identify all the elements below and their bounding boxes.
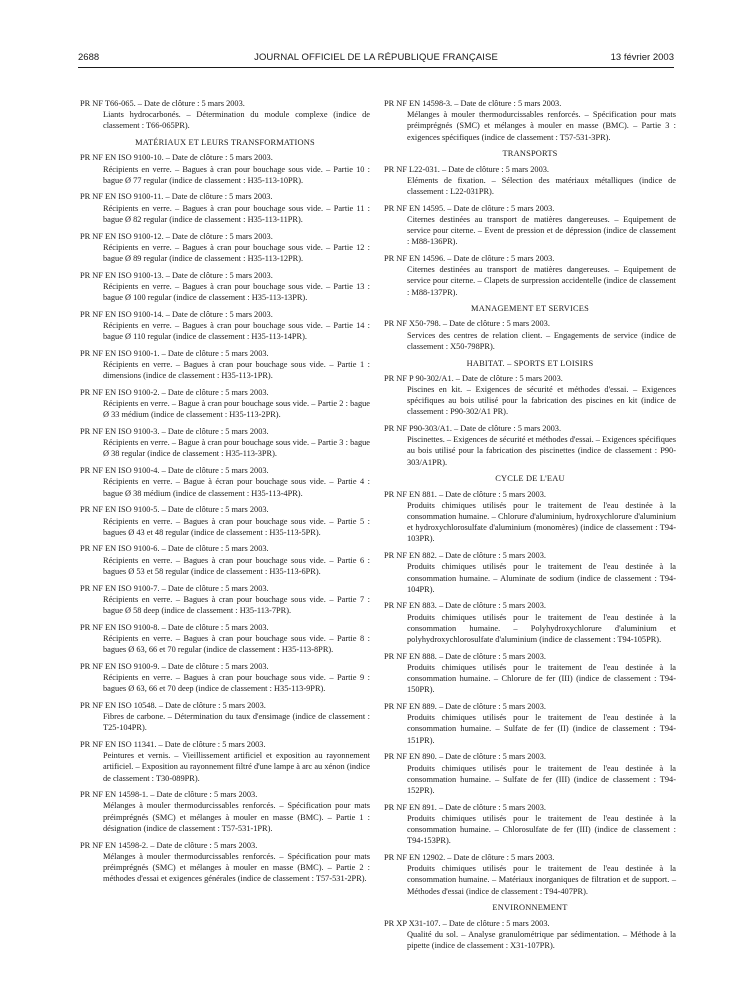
standard-entry	[384, 164, 676, 198]
standard-entry	[80, 543, 370, 577]
entry-description: Récipients en verre. – Bague à cran pour bouchage sous vide. – Partie 3 : bague Ø 38 regular (indice de classement : H35-113-3PR).	[103, 438, 370, 459]
entry-reference: PR NF EN ISO 10548. – Date de clôture : 5 mars 2003.	[80, 700, 266, 710]
entry-description: Récipients en verre. – Bagues à cran pour bouchage sous vide. – Partie 7 : bague Ø 58 deep (indice de classement : H35-113-7PR).	[103, 594, 370, 615]
standard-entry	[80, 309, 370, 343]
entry-description: Mélanges à mouler thermodurcissables renforcés. – Spécification pour mats préimprégnés (SMC) et mélanges à mouler en masse (BMC). – Partie 1 : désignation (indice de classement : T57-531-1PR).	[103, 801, 370, 833]
entry-description: Récipients en verre. – Bagues à cran pour bouchage sous vide. – Partie 13 : bague Ø 100 regular (indice de classement : H35-113-13PR).	[103, 281, 370, 303]
entry-description: Citernes destinées au transport de matières dangereuses. – Equipement de service pour citerne. – Clapets de surpression accidentelle (indice de classement : M88-137PR).	[407, 265, 676, 297]
entry-reference: PR NF P90-303/A1. – Date de clôture : 5 mars 2003.	[384, 424, 562, 434]
standard-entry	[80, 465, 370, 499]
section-heading: MATÉRIAUX ET LEURS TRANSFORMATIONS	[135, 138, 315, 148]
journal-title: JOURNAL OFFICIEL DE LA RÉPUBLIQUE FRANÇAISE	[254, 52, 498, 63]
entry-description: Récipients en verre. – Bagues à cran pour bouchage sous vide. – Partie 6 : bagues Ø 53 et 58 regular (indice de classement : H35-113-6PR).	[103, 555, 370, 576]
section-heading: CYCLE DE L'EAU	[495, 474, 565, 484]
entry-reference: PR NF P 90-302/A1. – Date de clôture : 5 mars 2003.	[384, 373, 563, 383]
entry-reference: PR NF EN 890. – Date de clôture : 5 mars 2003.	[384, 752, 546, 762]
entry-description: Produits chimiques utilisés pour le traitement de l'eau destinée à la consommation humaine. – Chlorure de fer (III) (indice de classement : T94-150PR).	[407, 662, 676, 695]
entry-reference: PR NF EN 891. – Date de clôture : 5 mars 2003.	[384, 802, 546, 812]
header-rule	[78, 67, 674, 68]
entry-reference: PR NF EN 14598-2. – Date de clôture : 5 mars 2003.	[80, 840, 258, 850]
standard-entry	[384, 203, 676, 248]
standard-entry	[80, 739, 370, 784]
entry-reference: PR NF EN 14598-3. – Date de clôture : 5 mars 2003.	[384, 99, 562, 108]
entry-description: Récipients en verre. – Bagues à cran pour bouchage sous vide. – Partie 8 : bagues Ø 63, 66 et 70 regular (indice de classement : H35-113-8PR).	[103, 633, 370, 655]
section-heading: TRANSPORTS	[502, 149, 558, 159]
standard-entry	[384, 98, 676, 143]
section-heading: MANAGEMENT ET SERVICES	[471, 304, 589, 314]
standard-entry	[384, 550, 676, 595]
entry-description: Produits chimiques utilisés pour le traitement de l'eau destinée à la consommation humaine. – Sulfate de fer (II) (indice de classement : T94-151PR).	[407, 713, 676, 745]
entry-description: Mélanges à mouler thermodurcissables renforcés. – Spécification pour mats préimprégnés (SMC) et mélanges à mouler en masse (BMC). – Partie 3 : exigences spécifiques (indice de classement : T57-531-3PR).	[407, 110, 676, 142]
entry-reference: PR NF EN ISO 9100-2. – Date de clôture : 5 mars 2003.	[80, 387, 269, 397]
entry-reference: PR NF EN ISO 9100-6. – Date de clôture : 5 mars 2003.	[80, 544, 269, 554]
entry-description: Récipients en verre. – Bagues à cran pour bouchage sous vide. – Partie 11 : bague Ø 82 regular (indice de classement : H35-113-11PR).	[103, 203, 370, 224]
standard-entry	[384, 802, 676, 847]
entry-description: Piscines en kit. – Exigences de sécurité et méthodes d'essai. – Exigences spécifiques au bois utilisé pour la fabrication des piscines en kit (indice de classement : P90-302/A1 PR).	[407, 384, 676, 417]
entry-description: Liants hydrocarbonés. – Détermination du module complexe (indice de classement : T66-065PR).	[103, 110, 370, 131]
standard-entry	[384, 423, 676, 468]
page-number: 2688	[78, 52, 100, 63]
entry-reference: PR NF EN ISO 9100-7. – Date de clôture : 5 mars 2003.	[80, 583, 269, 593]
entry-description: Produits chimiques utilisés pour le traitement de l'eau destinée à la consommation humaine. – Aluminate de sodium (indice de classement : T94-104PR).	[407, 562, 676, 594]
entry-reference: PR NF EN 14596. – Date de clôture : 5 mars 2003.	[384, 253, 555, 263]
entry-reference: PR NF EN ISO 9100-14. – Date de clôture : 5 mars 2003.	[80, 309, 273, 319]
standard-entry	[80, 98, 370, 132]
entry-description: Récipients en verre. – Bagues à cran pour bouchage sous vide. – Partie 5 : bagues Ø 43 et 48 regular (indice de classement : H35-113-5PR).	[103, 516, 370, 537]
standard-entry	[80, 387, 370, 421]
entry-reference: PR NF EN ISO 9100-1. – Date de clôture : 5 mars 2003.	[80, 348, 269, 358]
right-column	[384, 98, 676, 957]
standard-entry	[80, 348, 370, 382]
entry-reference: PR NF EN ISO 9100-12. – Date de clôture : 5 mars 2003.	[80, 231, 273, 241]
entry-description: Produits chimiques utilisés pour le traitement de l'eau destinée à la consommation humaine. – Polyhydroxychlorure d'aluminium et polyhydroxychlorosulfate d'aluminium (indice de classement : T94-105PR).	[407, 612, 676, 645]
entry-reference: PR NF EN 889. – Date de clôture : 5 mars 2003.	[384, 702, 546, 712]
entry-reference: PR NF EN ISO 9100-11. – Date de clôture : 5 mars 2003.	[80, 192, 273, 202]
standard-entry	[384, 373, 676, 418]
entry-reference: PR NF EN ISO 9100-9. – Date de clôture : 5 mars 2003.	[80, 661, 269, 671]
entry-description: Récipients en verre. – Bagues à cran pour bouchage sous vide. – Partie 9 : bagues Ø 63, 66 et 70 deep (indice de classement : H35-113-9PR).	[103, 672, 370, 694]
entry-reference: PR NF EN 14595. – Date de clôture : 5 mars 2003.	[384, 203, 555, 213]
entry-description: Fibres de carbone. – Détermination du taux d'ensimage (indice de classement : T25-104PR).	[103, 712, 370, 733]
entry-description: Peintures et vernis. – Vieillissement artificiel et exposition au rayonnement artificiel. – Exposition au rayonnement filtré d'une lampe à arc au xénon (indice de classement : T30-089PR).	[103, 751, 370, 783]
standard-entry	[80, 270, 370, 304]
entry-reference: PR NF EN ISO 9100-8. – Date de clôture : 5 mars 2003.	[80, 622, 269, 632]
entry-reference: PR NF EN 14598-1. – Date de clôture : 5 mars 2003.	[80, 790, 258, 800]
entry-description: Récipients en verre. – Bagues à cran pour bouchage sous vide. – Partie 14 : bague Ø 110 regular (indice de classement : H35-113-14PR).	[103, 320, 370, 342]
standard-entry	[80, 622, 370, 656]
section-heading: ENVIRONNEMENT	[492, 903, 568, 913]
left-column	[80, 98, 370, 890]
entry-description: Récipients en verre. – Bagues à cran pour bouchage sous vide. – Partie 12 : bague Ø 89 regular (indice de classement : H35-113-12PR).	[103, 242, 370, 263]
entry-reference: PR NF L22-031. – Date de clôture : 5 mars 2003.	[384, 164, 549, 174]
entry-description: Produits chimiques utilisés pour le traitement de l'eau destinée à la consommation humaine. – Chlorure d'aluminium, hydroxychlorure d'aluminium et hydroxychlorosulfate d'aluminium (monomères) (indice de classement : T94-103PR).	[407, 500, 676, 544]
standard-entry	[80, 661, 370, 695]
standard-entry	[384, 918, 676, 952]
entry-description: Citernes destinées au transport de matières dangereuses. – Equipement de service pour citerne. – Event de pression et de dépression (indice de classement : M88-136PR).	[407, 214, 676, 247]
entry-reference: PR NF EN ISO 11341. – Date de clôture : 5 mars 2003.	[80, 739, 266, 749]
entry-reference: PR NF EN ISO 9100-4. – Date de clôture : 5 mars 2003.	[80, 466, 269, 476]
standard-entry	[80, 583, 370, 617]
standard-entry	[80, 504, 370, 538]
entry-description: Eléments de fixation. – Sélection des matériaux métalliques (indice de classement : L22-031PR).	[407, 175, 676, 196]
entry-reference: PR NF EN 888. – Date de clôture : 5 mars 2003.	[384, 651, 546, 661]
entry-reference: PR NF EN ISO 9100-13. – Date de clôture : 5 mars 2003.	[80, 270, 273, 280]
entry-reference: PR NF EN ISO 9100-10. – Date de clôture : 5 mars 2003.	[80, 153, 273, 163]
entry-description: Récipients en verre. – Bagues à cran pour bouchage sous vide. – Partie 10 : bague Ø 77 regular (indice de classement : H35-113-10PR).	[103, 164, 370, 185]
standard-entry	[80, 700, 370, 734]
standard-entry	[384, 852, 676, 897]
standard-entry	[80, 191, 370, 225]
entry-description: Récipients en verre. – Bague à écran pour bouchage sous vide. – Partie 4 : bague Ø 38 médium (indice de classement : H35-113-4PR).	[103, 477, 370, 498]
standard-entry	[384, 701, 676, 746]
entry-reference: PR NF EN 881. – Date de clôture : 5 mars 2003.	[384, 489, 546, 499]
standard-entry	[384, 751, 676, 796]
entry-description: Mélanges à mouler thermodurcissables renforcés. – Spécification pour mats préimprégnés (SMC) et mélanges à mouler en masse (BMC). – Partie 2 : méthodes d'essai et exigences générales (indice de classement : T57-531-2PR).	[103, 851, 370, 884]
standard-entry	[384, 651, 676, 696]
entry-description: Récipients en verre. – Bagues à cran pour bouchage sous vide. – Partie 1 : dimensions (indice de classement : H35-113-1PR).	[103, 360, 370, 381]
issue-date: 13 février 2003	[610, 52, 674, 63]
standard-entry	[80, 231, 370, 265]
entry-description: Qualité du sol. – Analyse granulométrique par sédimentation. – Méthode à la pipette (indice de classement : X31-107PR).	[407, 929, 676, 950]
standard-entry	[384, 489, 676, 545]
entry-description: Piscinettes. – Exigences de sécurité et méthodes d'essai. – Exigences spécifiques au bois utilisé pour la fabrication des piscinettes (indice de classement : P90-303/A1PR).	[407, 435, 676, 467]
entry-description: Services des centres de relation client. – Engagements de service (indice de classement : X50-798PR).	[407, 330, 676, 351]
entry-description: Récipients en verre. – Bague à cran pour bouchage sous vide. – Partie 2 : bague Ø 33 médium (indice de classement : H35-113-2PR).	[103, 399, 370, 420]
entry-reference: PR NF EN 882. – Date de clôture : 5 mars 2003.	[384, 551, 546, 561]
entry-reference: PR NF EN ISO 9100-5. – Date de clôture : 5 mars 2003.	[80, 505, 269, 515]
standard-entry	[80, 840, 370, 885]
standard-entry	[384, 600, 676, 645]
standard-entry	[80, 426, 370, 460]
entry-reference: PR NF X50-798. – Date de clôture : 5 mars 2003.	[384, 319, 550, 329]
entry-reference: PR NF EN 12902. – Date de clôture : 5 mars 2003.	[384, 852, 555, 862]
entry-reference: PR XP X31-107. – Date de clôture : 5 mars 2003.	[384, 918, 550, 928]
entry-description: Produits chimiques utilisés pour le traitement de l'eau destinée à la consommation humaine. – Sulfate de fer (III) (indice de classement : T94-152PR).	[407, 763, 676, 795]
page-header	[78, 52, 674, 68]
entry-reference: PR NF T66-065. – Date de clôture : 5 mars 2003.	[80, 99, 245, 108]
standard-entry	[80, 789, 370, 834]
standard-entry	[80, 152, 370, 186]
standard-entry	[384, 253, 676, 298]
entry-description: Produits chimiques utilisés pour le traitement de l'eau destinée à la consommation humaine. – Matériaux inorganiques de filtration et de support. – Méthodes d'essai (indice de classement : T94-407PR).	[407, 864, 676, 896]
entry-description: Produits chimiques utilisés pour le traitement de l'eau destinée à la consommation humaine. – Chlorosulfate de fer (III) (indice de classement : T94-153PR).	[407, 813, 676, 846]
entry-reference: PR NF EN 883. – Date de clôture : 5 mars 2003.	[384, 601, 546, 611]
section-heading: HABITAT. – SPORTS ET LOISIRS	[466, 358, 594, 368]
standard-entry	[384, 318, 676, 352]
entry-reference: PR NF EN ISO 9100-3. – Date de clôture : 5 mars 2003.	[80, 427, 269, 437]
